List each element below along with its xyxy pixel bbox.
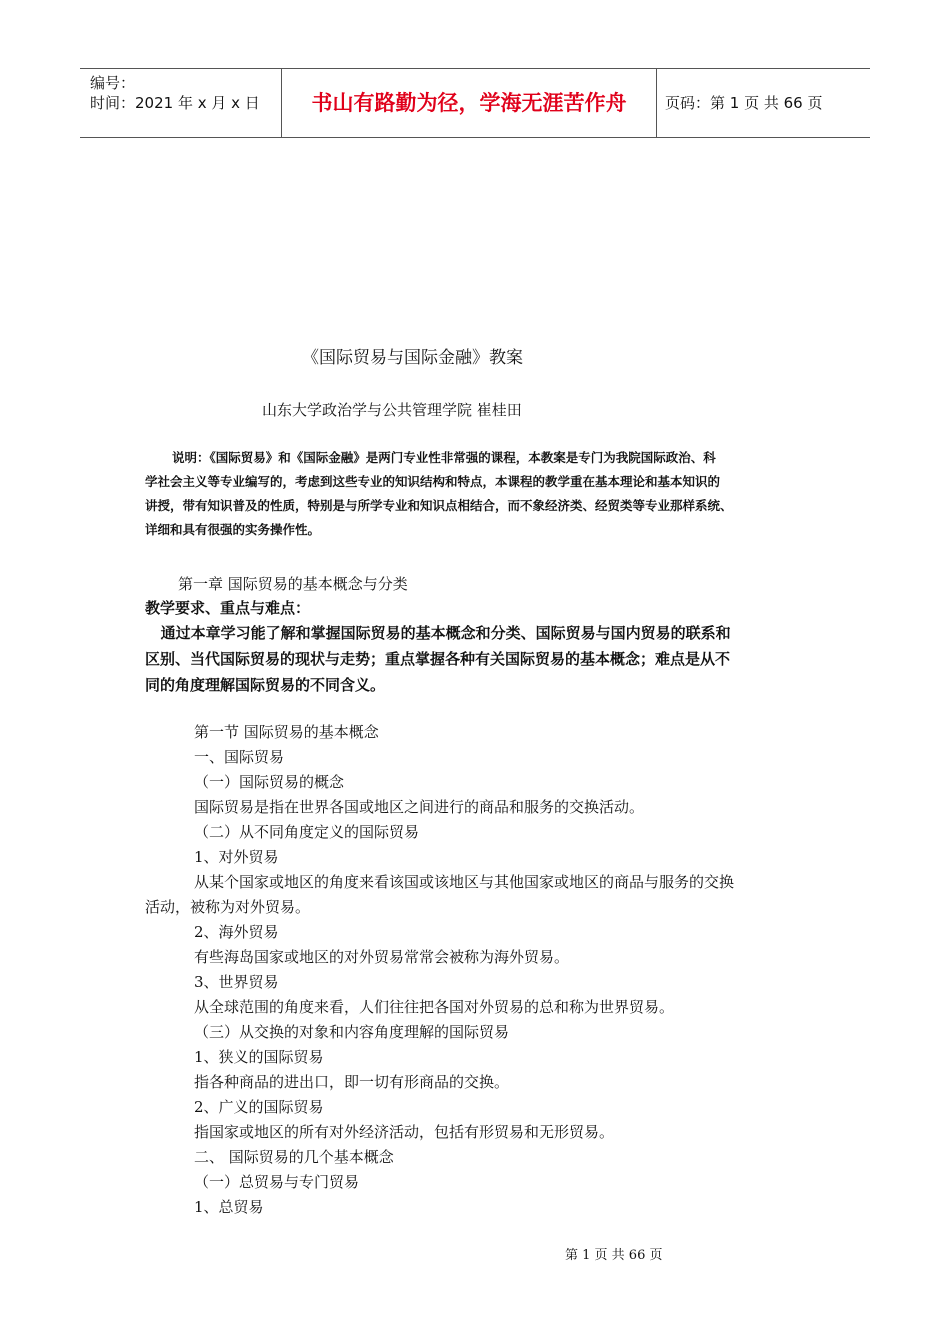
body-line: （三）从交换的对象和内容角度理解的国际贸易 [194, 1023, 510, 1041]
header-page-info: 页码：第 1 页 共 66 页 [665, 94, 823, 112]
note-line: 说明：《国际贸易》和《国际金融》是两门专业性非常强的课程，本教案是专门为我院国际政治、科 [172, 450, 716, 465]
header-motto: 书山有路勤为径，学海无涯苦作舟 [311, 91, 627, 115]
body-line: （一）总贸易与专门贸易 [194, 1173, 360, 1191]
body-line: 一、国际贸易 [194, 748, 285, 766]
body-line: 二、 国际贸易的几个基本概念 [194, 1148, 394, 1166]
body-line: 从全球范围的角度来看，人们往往把各国对外贸易的总和称为世界贸易。 [194, 998, 675, 1016]
intro-paragraph [145, 620, 815, 698]
intro-line: 区别、当代国际贸易的现状与走势；重点掌握各种有关国际贸易的基本概念；难点是从不 [145, 650, 731, 668]
note-line: 讲授，带有知识普及的性质，特别是与所学专业和知识点相结合，而不象经济类、经贸类等专业那样系统、 [145, 498, 733, 513]
body-line: 从某个国家或地区的角度来看该国或该地区与其他国家或地区的商品与服务的交换 [194, 873, 735, 891]
body-line: 有些海岛国家或地区的对外贸易常常会被称为海外贸易。 [194, 948, 570, 966]
body-line: 2、广义的国际贸易 [194, 1098, 324, 1116]
body-line: 活动，被称为对外贸易。 [145, 898, 311, 916]
page-footer: 第 1 页 共 66 页 [565, 1248, 663, 1263]
document-header [80, 68, 870, 138]
requirements-heading: 教学要求、重点与难点： [145, 599, 311, 617]
body-line: 3、世界贸易 [194, 973, 279, 991]
header-meta [90, 73, 280, 113]
document-author: 山东大学政治学与公共管理学院 崔桂田 [262, 401, 522, 419]
time-label: 时间：2021 年 x 月 x 日 [90, 94, 260, 112]
note-line: 学社会主义等专业编写的，考虑到这些专业的知识结构和特点，本课程的教学重在基本理论和基本知识的 [145, 474, 721, 489]
chapter-heading: 第一章 国际贸易的基本概念与分类 [178, 575, 408, 593]
body-line: 国际贸易是指在世界各国或地区之间进行的商品和服务的交换活动。 [194, 798, 645, 816]
body-line: 1、狭义的国际贸易 [194, 1048, 324, 1066]
number-label: 编号： [90, 74, 136, 92]
body-line: 指各种商品的进出口，即一切有形商品的交换。 [194, 1073, 510, 1091]
body-line: 1、对外贸易 [194, 848, 279, 866]
body-line: 1、总贸易 [194, 1198, 264, 1216]
body-line: 2、海外贸易 [194, 923, 279, 941]
note-line: 详细和具有很强的实务操作性。 [145, 522, 321, 537]
document-title: 《国际贸易与国际金融》教案 [302, 348, 523, 368]
intro-line: 通过本章学习能了解和掌握国际贸易的基本概念和分类、国际贸易与国内贸易的联系和 [145, 624, 731, 642]
body-line: 指国家或地区的所有对外经济活动，包括有形贸易和无形贸易。 [194, 1123, 615, 1141]
body-line: （二）从不同角度定义的国际贸易 [194, 823, 420, 841]
header-divider [656, 69, 657, 137]
intro-line: 同的角度理解国际贸易的不同含义。 [145, 676, 386, 694]
section-heading: 第一节 国际贸易的基本概念 [194, 723, 379, 741]
body-line: （一）国际贸易的概念 [194, 773, 345, 791]
